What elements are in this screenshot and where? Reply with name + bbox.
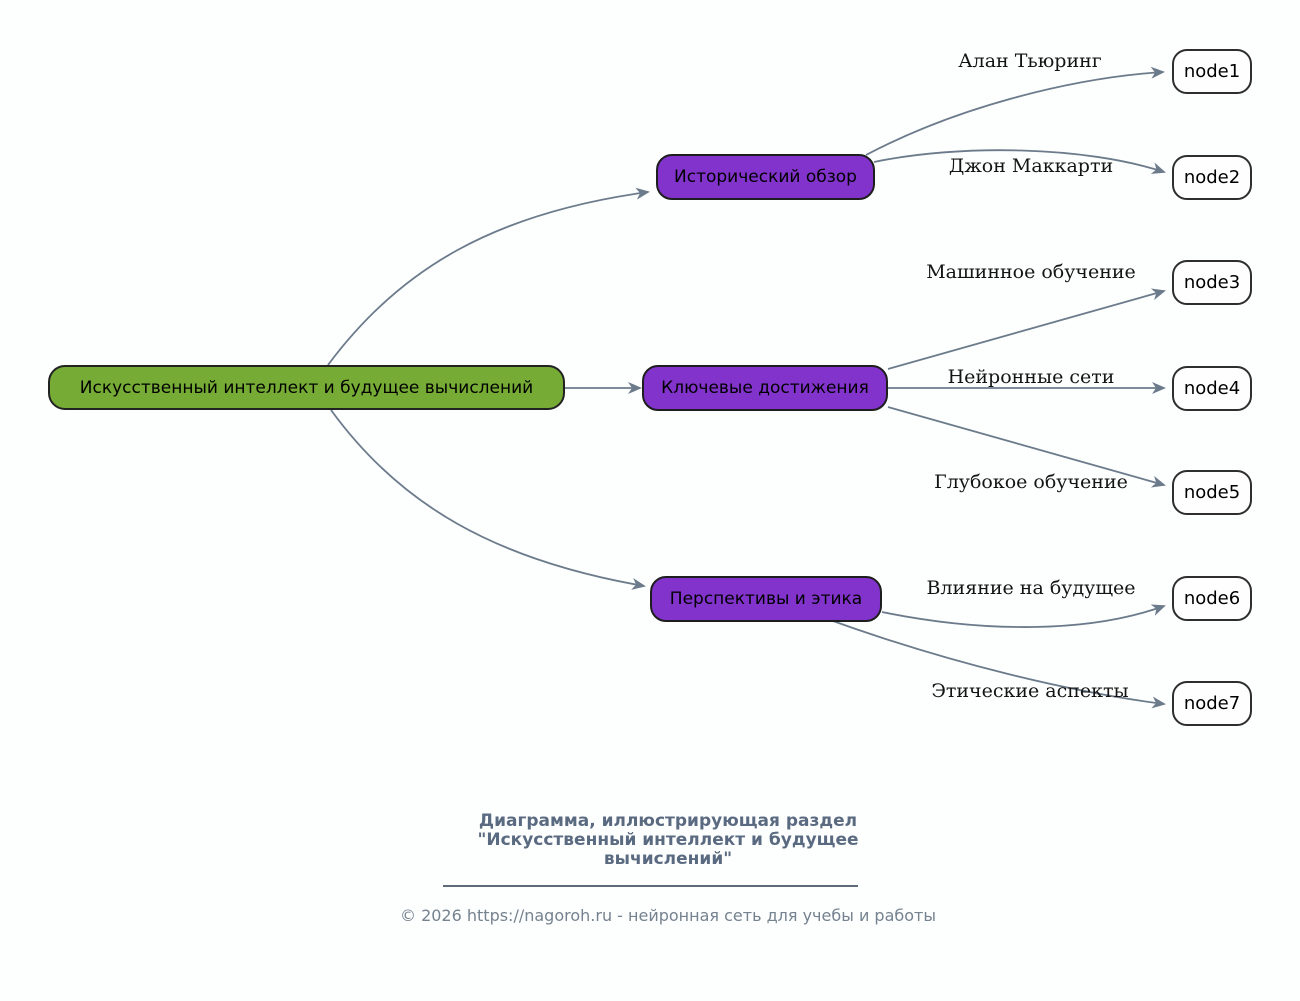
leaf-node-3: node3 [1172, 260, 1252, 305]
leaf-node-6: node6 [1172, 576, 1252, 621]
edge-achievements-to-node3 [888, 291, 1164, 369]
edge-label-alan-turing: Алан Тьюринг [958, 50, 1102, 72]
footer-caption-line-2: "Искусственный интеллект и будущее [477, 830, 859, 850]
leaf-node-2: node2 [1172, 155, 1252, 200]
leaf-node-4: node4 [1172, 366, 1252, 411]
edge-root-to-ethics [331, 410, 644, 586]
edge-label-future-impact: Влияние на будущее [926, 577, 1136, 599]
edge-label-machine-learning: Машинное обучение [926, 261, 1136, 283]
edge-label-john-mccarthy: Джон Маккарти [948, 155, 1114, 177]
footer-caption-line-1: Диаграмма, иллюстрирующая раздел [478, 811, 858, 831]
root-node: Искусственный интеллект и будущее вычислений [48, 365, 565, 410]
edge-label-deep-learning: Глубокое обучение [934, 471, 1128, 493]
edge-root-to-history [328, 192, 648, 365]
edge-label-ethical-aspects: Этические аспекты [931, 680, 1129, 702]
edge-history-to-node1 [866, 72, 1163, 155]
leaf-node-7: node7 [1172, 681, 1252, 726]
branch-node-achievements: Ключевые достижения [642, 365, 888, 411]
edge-ethics-to-node6 [882, 606, 1164, 627]
edge-label-neural-networks: Нейронные сети [947, 366, 1115, 388]
footer-caption [368, 812, 968, 869]
branch-node-history: Исторический обзор [656, 154, 875, 200]
footer-caption-line-3: вычислений" [603, 849, 733, 869]
footer-divider [443, 885, 858, 887]
branch-node-ethics: Перспективы и этика [650, 576, 882, 622]
leaf-node-5: node5 [1172, 470, 1252, 515]
leaf-node-1: node1 [1172, 49, 1252, 94]
footer-copyright: © 2026 https://nagoroh.ru - нейронная сеть для учебы и работы [399, 906, 936, 925]
